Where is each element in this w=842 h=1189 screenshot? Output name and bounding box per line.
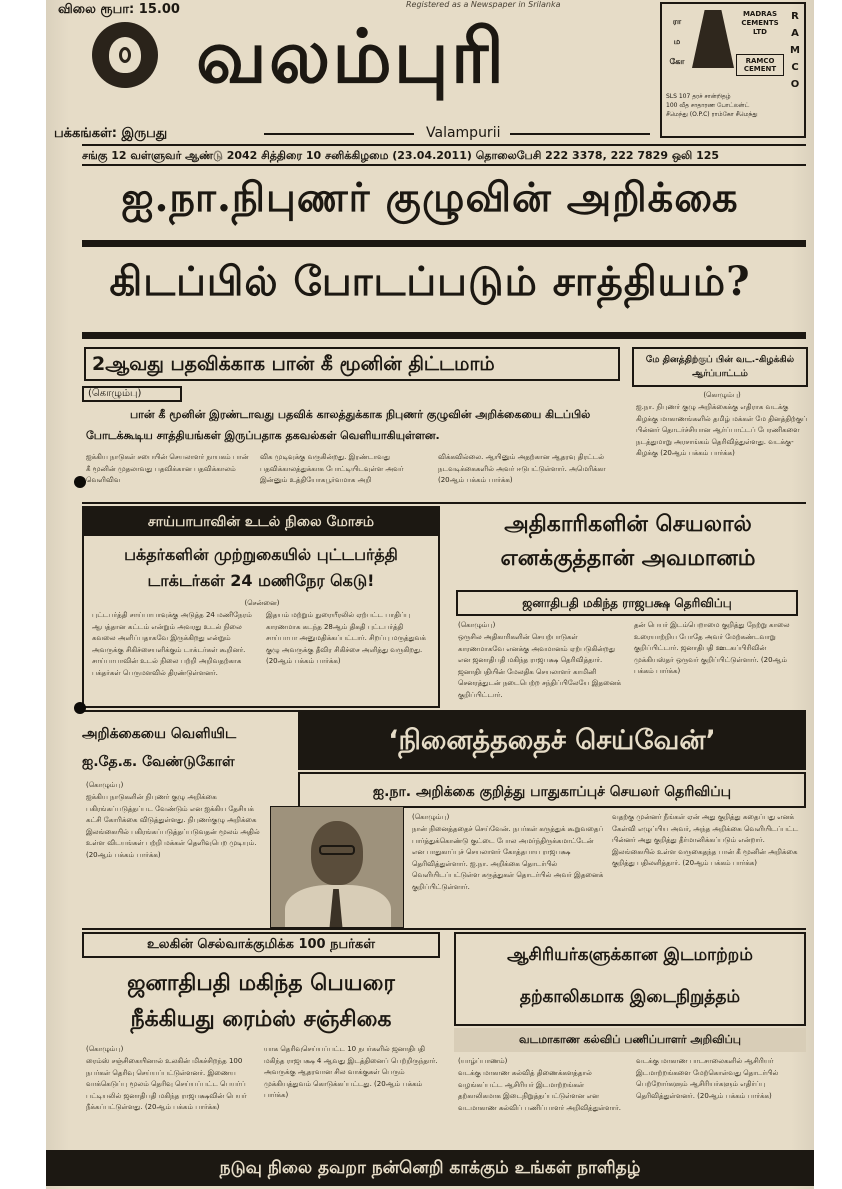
sai-baba-title: சாய்பாபாவின் உடல் நிலை மோசம்: [84, 508, 438, 536]
lead-column-3: விக்கவில்லை. ஆயினும் அதற்கான ஆதரவு திரட்டல் நடவடிக்கைகளில் அவர் ஈடுபட்டுள்ளார். அமெரிக்கா (20ஆம் பக்கம் பார்க்க): [438, 453, 606, 484]
defense-column-2: வதற்கு முன்னர் நீங்கள் ஏன் அது குறித்து கதைப்பது எனக் கேள்வி எழுப்பிய அவர், அந்த அறிக்கை வெளியிடப்பட்ட பின்னர் அது குறித்து தீர்மானிக்கப்படும் என்றார். இலங்கையில் உள்ள வருகைதந்த பான் கீ மூனின் அறிக்கை குறித்து பதிலளித்தார். (20ஆம் பக்கம் பார்க்க): [612, 813, 799, 867]
sidebar-body: ஐ.நா. நிபுணர் குழு அறிக்கைக்கு எதிராக வடக்கு கிழக்கு மாகாணங்களில் தமிழ் மக்கள் மே தினத்திற்குப் பின்னர் தொடர்ச்சியான ஆர்ப்பாட்டப் பேரணிகளை நடத்துமாறு அரசாங்கம் தெரிவித்துள்ளது. வடக்கு-கிழக்கு (20ஆம் பக்கம் பார்க்க): [636, 403, 808, 457]
lead-column-2: விக முடிவுக்கு வருகின்றது. இரண்டாவது பதவிக்காலத்துக்காக போட்டியிடவுள்ள அவர் இன்னும் உத்தியோகபூர்வமாக அறி: [260, 453, 404, 484]
report-dateline: (கொழும்பு): [86, 781, 124, 789]
footer-slogan: நடுவு நிலை தவறா நன்னெறி காக்கும் உங்கள் நாளிதழ்: [46, 1150, 814, 1186]
defense-subheadline: ஐ.நா. அறிக்கை குறித்து பாதுகாப்புச் செயலர் தெரிவிப்பு: [298, 772, 806, 808]
sai-baba-column-1: புட்டபர்த்தி சாய்பாபாவுக்கு அடுத்த 24 மணிநேரம் ஆபத்தான கட்டம் என்றும் அவரது உடல் நிலை கவலை அளிப்பதாகவே இருக்கிறது என்றும் அவருக்கு சிகிச்சையளிக்கும் டாக்டர்கள் கூறினர். சாய்பாபாவின் உடல் நிலை பற்றி அறிவதற்காக பக்தர்கள் பெருமளவில் திரண்டுள்ளனர்.: [92, 611, 252, 677]
newspaper-title: வலம்புரி: [196, 14, 507, 100]
teachers-subheadline: வடமாகாண கல்விப் பணிப்பாளர் அறிவிப்பு: [454, 1028, 806, 1052]
sai-baba-column-2: இதயம் மற்றும் நுரையீரலில் ஏற்பட்ட பாதிப்பு காரணமாக கடந்த 28ஆம் திகதி புட்டபர்த்தி சாய்பாபா அனுமதிக்கப்பட்டார். சிறப்பு மருத்துவக் குழு அவருக்கு தீவிர சிகிச்சை அளித்து வருகிறது. (20ஆம் பக்கம் பார்க்க): [266, 611, 426, 665]
sidebar-dateline: (கொழும்பு): [703, 391, 741, 399]
defense-dateline: (கொழும்பு): [412, 813, 450, 821]
ad-brand: MADRAS CEMENTS LTD: [741, 10, 779, 36]
main-headline-2: கிடப்பில் போடப்படும் சாத்தியம்?: [109, 258, 751, 305]
report-body: ஐக்கிய நாடுகளின் நிபுணர் குழு அறிக்கை பகிரங்கப்படுத்தப்பட வேண்டும் என ஐக்கிய தேசியக் கட்சி கோரிக்கை விடுத்துள்ளது. நிபுணர்குழு அறிக்கை இலங்கையில் பகிரங்கப்படுத்தப்படுவதன் மூலம் அதில் உள்ள விடயங்கள் பற்றி மக்கள் தெளிவுபெற முடியும். (20ஆம் பக்கம் பார்க்க): [86, 793, 260, 859]
teachers-column-1: வடக்கு மாகாண கல்வித் திணைக்களத்தால் வழங்கப்பட்ட ஆசிரியர் இடமாற்றங்கள் தற்காலிகமாக இடைநிறுத்தப்பட்டுள்ளன என வடமாகாண கல்விப் பணிப்பாளர் அறிவித்துள்ளார்.: [458, 1069, 621, 1112]
times-headline: ஜனாதிபதி மகிந்த பெயரை நீக்கியது ரைம்ஸ் சஞ்சிகை: [127, 971, 395, 1032]
temple-tower-icon: [692, 10, 734, 68]
ad-copy: SLS 107 தரச் சான்றிதழ் 100 வீத சாதாரண போட்லன்ட் சீமெந்து (O.P.C) ராம்கோ சீமெந்து: [666, 93, 758, 118]
officials-column-2: தன் பெயர் இடம்பெறாமை குறித்து நேற்று காலை உரையாற்றிய போதே அவர் மேற்கண்டவாறு குறிப்பிட்டார். ஜனாதிபதி ஊடகப்பிரிவின் முக்கியஸ்தர் ஒருவர் குறிப்பிட்டுள்ளார். (20ஆம் பக்கம் பார்க்க): [634, 621, 790, 675]
ad-vertical-ramco: R A M C O: [790, 11, 800, 90]
punch-hole-icon: [74, 476, 86, 488]
lead-column-1: ஐக்கிய நாடுகள் சபையின் செயலாளர் நாயகம் பான் கீ மூனின் முதலாவது பதவிக்கான பதவிக்காலம் வெளிவிவ: [86, 453, 249, 484]
defense-column-1: நான் நினைத்ததைச் செய்வேன். நபர்கள் கருத்துக் கூறுவதைப் பார்த்துக்கொண்டு குட்டை போல அமர்ந்திருக்கமாட்டேன் என பாதுகாப்புச் செயலாளர் கோத்தபாய ராஜபக்ஷ தெரிவித்துள்ளார். ஐ.நா. அறிக்கை தொடர்பில் வெளியிடப்பட்டுள்ள கருத்துகள் தொடர்பில் அவர் இதனைக் குறிப்பிட்டுள்ளார்.: [412, 825, 604, 891]
conch-emblem-icon: [92, 22, 158, 88]
registration-line: Registered as a Newspaper in Srilanka: [406, 0, 561, 9]
lead-dateline: (கொழும்பு): [82, 386, 182, 402]
sidebar-headline: மே தினத்திற்குப் பின் வட.-கிழக்கில் ஆர்ப்பாட்டம்: [632, 347, 808, 387]
report-headline: அறிக்கையை வெளியிட ஐ.தே.க. வேண்டுகோள்: [82, 726, 237, 770]
sai-baba-dateline: (சென்னை): [244, 599, 280, 607]
defense-headline: ‘நினைத்ததைச் செய்வேன்’: [298, 712, 806, 770]
ramco-cement-ad: [660, 2, 806, 138]
times-dateline: (கொழும்பு): [86, 1045, 124, 1053]
officials-headline: அதிகாரிகளின் செயலால் எனக்குத்தான் அவமானம்: [500, 512, 756, 571]
officials-dateline: (கொழும்பு): [458, 621, 496, 629]
officials-subheadline: ஜனாதிபதி மகிந்த ராஜபக்ஷ தெரிவிப்பு: [456, 590, 798, 616]
times-column-1: ரைம்ஸ் சஞ்சிகையினால் உலகின் மிகச்சிறந்த 100 நபர்கள் தெரிவு செய்யப்பட்டுள்ளனர். இணைய வாக்கெடுப்பு மூலம் தெரிவு செய்யப்பட்ட பெயர்ப் பட்டியலில் ஜனாதிபதி மகிந்த ராஜபக்ஷவின் பெயர் நீக்கப்பட்டுள்ளது. (20ஆம் பக்கம் பார்க்க): [86, 1057, 247, 1111]
teachers-headline: ஆசிரியர்களுக்கான இடமாற்றம் தற்காலிகமாக இடைநிறுத்தம்: [454, 932, 806, 1026]
teachers-dateline: (யாழ்ப்பாணம்): [458, 1057, 508, 1065]
sai-baba-story: [82, 506, 440, 708]
price-label: விலை ரூபா: 15.00: [58, 2, 180, 17]
times-column-2: யாக தெரிவுசெய்யப்பட்ட 10 நபர்களில் ஜனாதிபதி மகிந்த ராஜபக்ஷ 4 ஆவது இடத்தினைப் பெற்றிருந்தார். அவருக்கு ஆதரவான சில வாக்குகள் பெரும் முக்கியத்துவம் கொடுக்கப்பட்டது. (20ஆம் பக்கம் பார்க்க): [264, 1045, 438, 1099]
sai-baba-headline: பக்தர்களின் முற்றுகையில் புட்டபர்த்தி டாக்டர்கள் 24 மணிநேர கெடு!: [124, 545, 398, 590]
officials-column-1: ஒருசில அதிகாரிகளின் செயற்பாடுகள் காரணமாகவே எனக்கு அவமானம் ஏற்படுகின்றது என ஜனாதிபதி மகிந்த ராஜபக்ஷ தெரிவித்தார். ஜனாதிபதியின் மேலதிக செயலாளர் காமினி செனரத்துடன் நடைபெற்ற சந்திப்பிலேயே இதனைக் குறிப்பிட்டார்.: [458, 633, 621, 699]
punch-hole-icon: [74, 702, 86, 714]
defense-secretary-photo: [270, 806, 404, 928]
ad-left-text: ரா ம கோ: [669, 17, 685, 66]
newspaper-page: [46, 0, 814, 1189]
lead-paragraph: பான் கீ மூனின் இரண்டாவது பதவிக் காலத்துக்காக நிபுணர் குழுவின் அறிக்கையை கிடப்பில் போடக்கூடிய சாத்தியங்கள் இருப்பதாக தகவல்கள் வெளியாகியுள்ளன.: [86, 408, 591, 442]
page-count: பக்கங்கள்: இருபது: [54, 126, 168, 141]
main-headline-1: ஐ.நா.நிபுணர் குழுவின் அறிக்கை: [121, 174, 739, 221]
teachers-column-2: வடக்கு மாகாண பாடசாலைகளில் ஆசிரியர் இடமாற்றங்களை மேற்கொள்வது தொடர்பில் பெற்றோர்களும் ஆசிரியர்களும் எதிர்ப்பு தெரிவித்துள்ளனர். (20ஆம் பக்கம் பார்க்க): [636, 1057, 779, 1100]
latin-title: Valampurii: [426, 125, 501, 141]
lead-subheadline: 2ஆவது பதவிக்காக பான் கீ மூனின் திட்டமாம்: [84, 347, 620, 381]
issue-dateline: சங்கு 12 வள்ளுவர் ஆண்டு 2042 சித்திரை 10 சனிக்கிழமை (23.04.2011) தொலைபேசி 222 3378, 222 7829 ஒலி 125: [82, 149, 720, 162]
ad-logo: RAMCO CEMENT: [736, 54, 784, 76]
times-label: உலகின் செல்வாக்குமிக்க 100 நபர்கள்: [82, 932, 440, 958]
